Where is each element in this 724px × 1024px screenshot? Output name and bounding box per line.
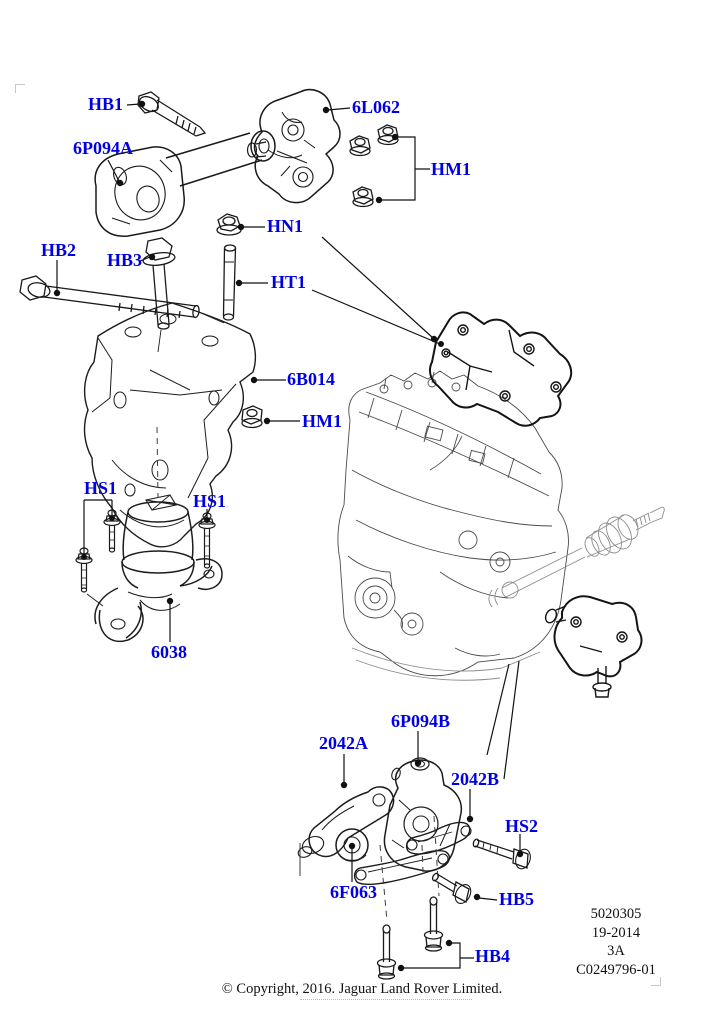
part-label-hs1-left[interactable]: HS1	[84, 478, 118, 498]
drawing-number: 5020305	[590, 906, 642, 922]
part-label-6p094a[interactable]: 6P094A	[73, 138, 133, 158]
drawing-sheet: 3A	[607, 943, 625, 959]
copyright-text: © Copyright, 2016. Jaguar Land Rover Limited.	[221, 981, 503, 997]
crop-mark-bottom-right	[651, 977, 661, 986]
installed-upper-bracket	[430, 312, 571, 425]
part-label-ht1[interactable]: HT1	[271, 272, 307, 292]
part-6l062-bracket	[248, 90, 341, 203]
part-hm1-nut-mid	[242, 406, 262, 428]
driveshaft-illustration	[352, 507, 664, 680]
part-hb2-bolt	[20, 276, 224, 323]
part-label-hb2[interactable]: HB2	[41, 240, 77, 260]
part-hb3-bolt	[142, 238, 175, 352]
part-label-2042b[interactable]: 2042B	[451, 769, 500, 789]
part-hb1-bolt	[137, 92, 205, 136]
part-label-6l062[interactable]: 6L062	[352, 97, 401, 117]
copyright-underline	[300, 999, 472, 1000]
part-label-hb5[interactable]: HB5	[499, 889, 535, 909]
part-label-hn1[interactable]: HN1	[267, 216, 303, 236]
part-label-hs1-right[interactable]: HS1	[193, 491, 227, 511]
crop-mark-top-left	[15, 84, 25, 93]
part-label-6038[interactable]: 6038	[151, 642, 187, 662]
part-label-hm1-top[interactable]: HM1	[431, 159, 471, 179]
part-label-6p094b[interactable]: 6P094B	[391, 711, 451, 731]
part-label-2042a[interactable]: 2042A	[319, 733, 368, 753]
drawing-date: 19-2014	[591, 924, 641, 941]
part-hn1-nut	[217, 214, 241, 235]
part-label-hm1-mid[interactable]: HM1	[302, 411, 342, 431]
part-label-6f063[interactable]: 6F063	[330, 882, 377, 902]
part-ht1-stud	[224, 245, 236, 320]
part-label-hb3[interactable]: HB3	[107, 250, 143, 270]
part-label-6b014[interactable]: 6B014	[287, 369, 336, 389]
part-hm1-nuts-top	[350, 125, 398, 207]
engine-illustration	[338, 371, 569, 676]
part-hb4-studs	[378, 897, 443, 979]
part-2042b-links	[355, 822, 471, 884]
part-label-hb4[interactable]: HB4	[475, 946, 511, 966]
drawing-reference-block	[560, 905, 672, 979]
part-label-hs2[interactable]: HS2	[505, 816, 539, 836]
part-hb5-bolt	[431, 872, 474, 906]
drawing-code: C0249796-01	[576, 961, 656, 978]
part-hs2-bolt	[472, 838, 532, 870]
part-label-hb1[interactable]: HB1	[88, 94, 124, 114]
